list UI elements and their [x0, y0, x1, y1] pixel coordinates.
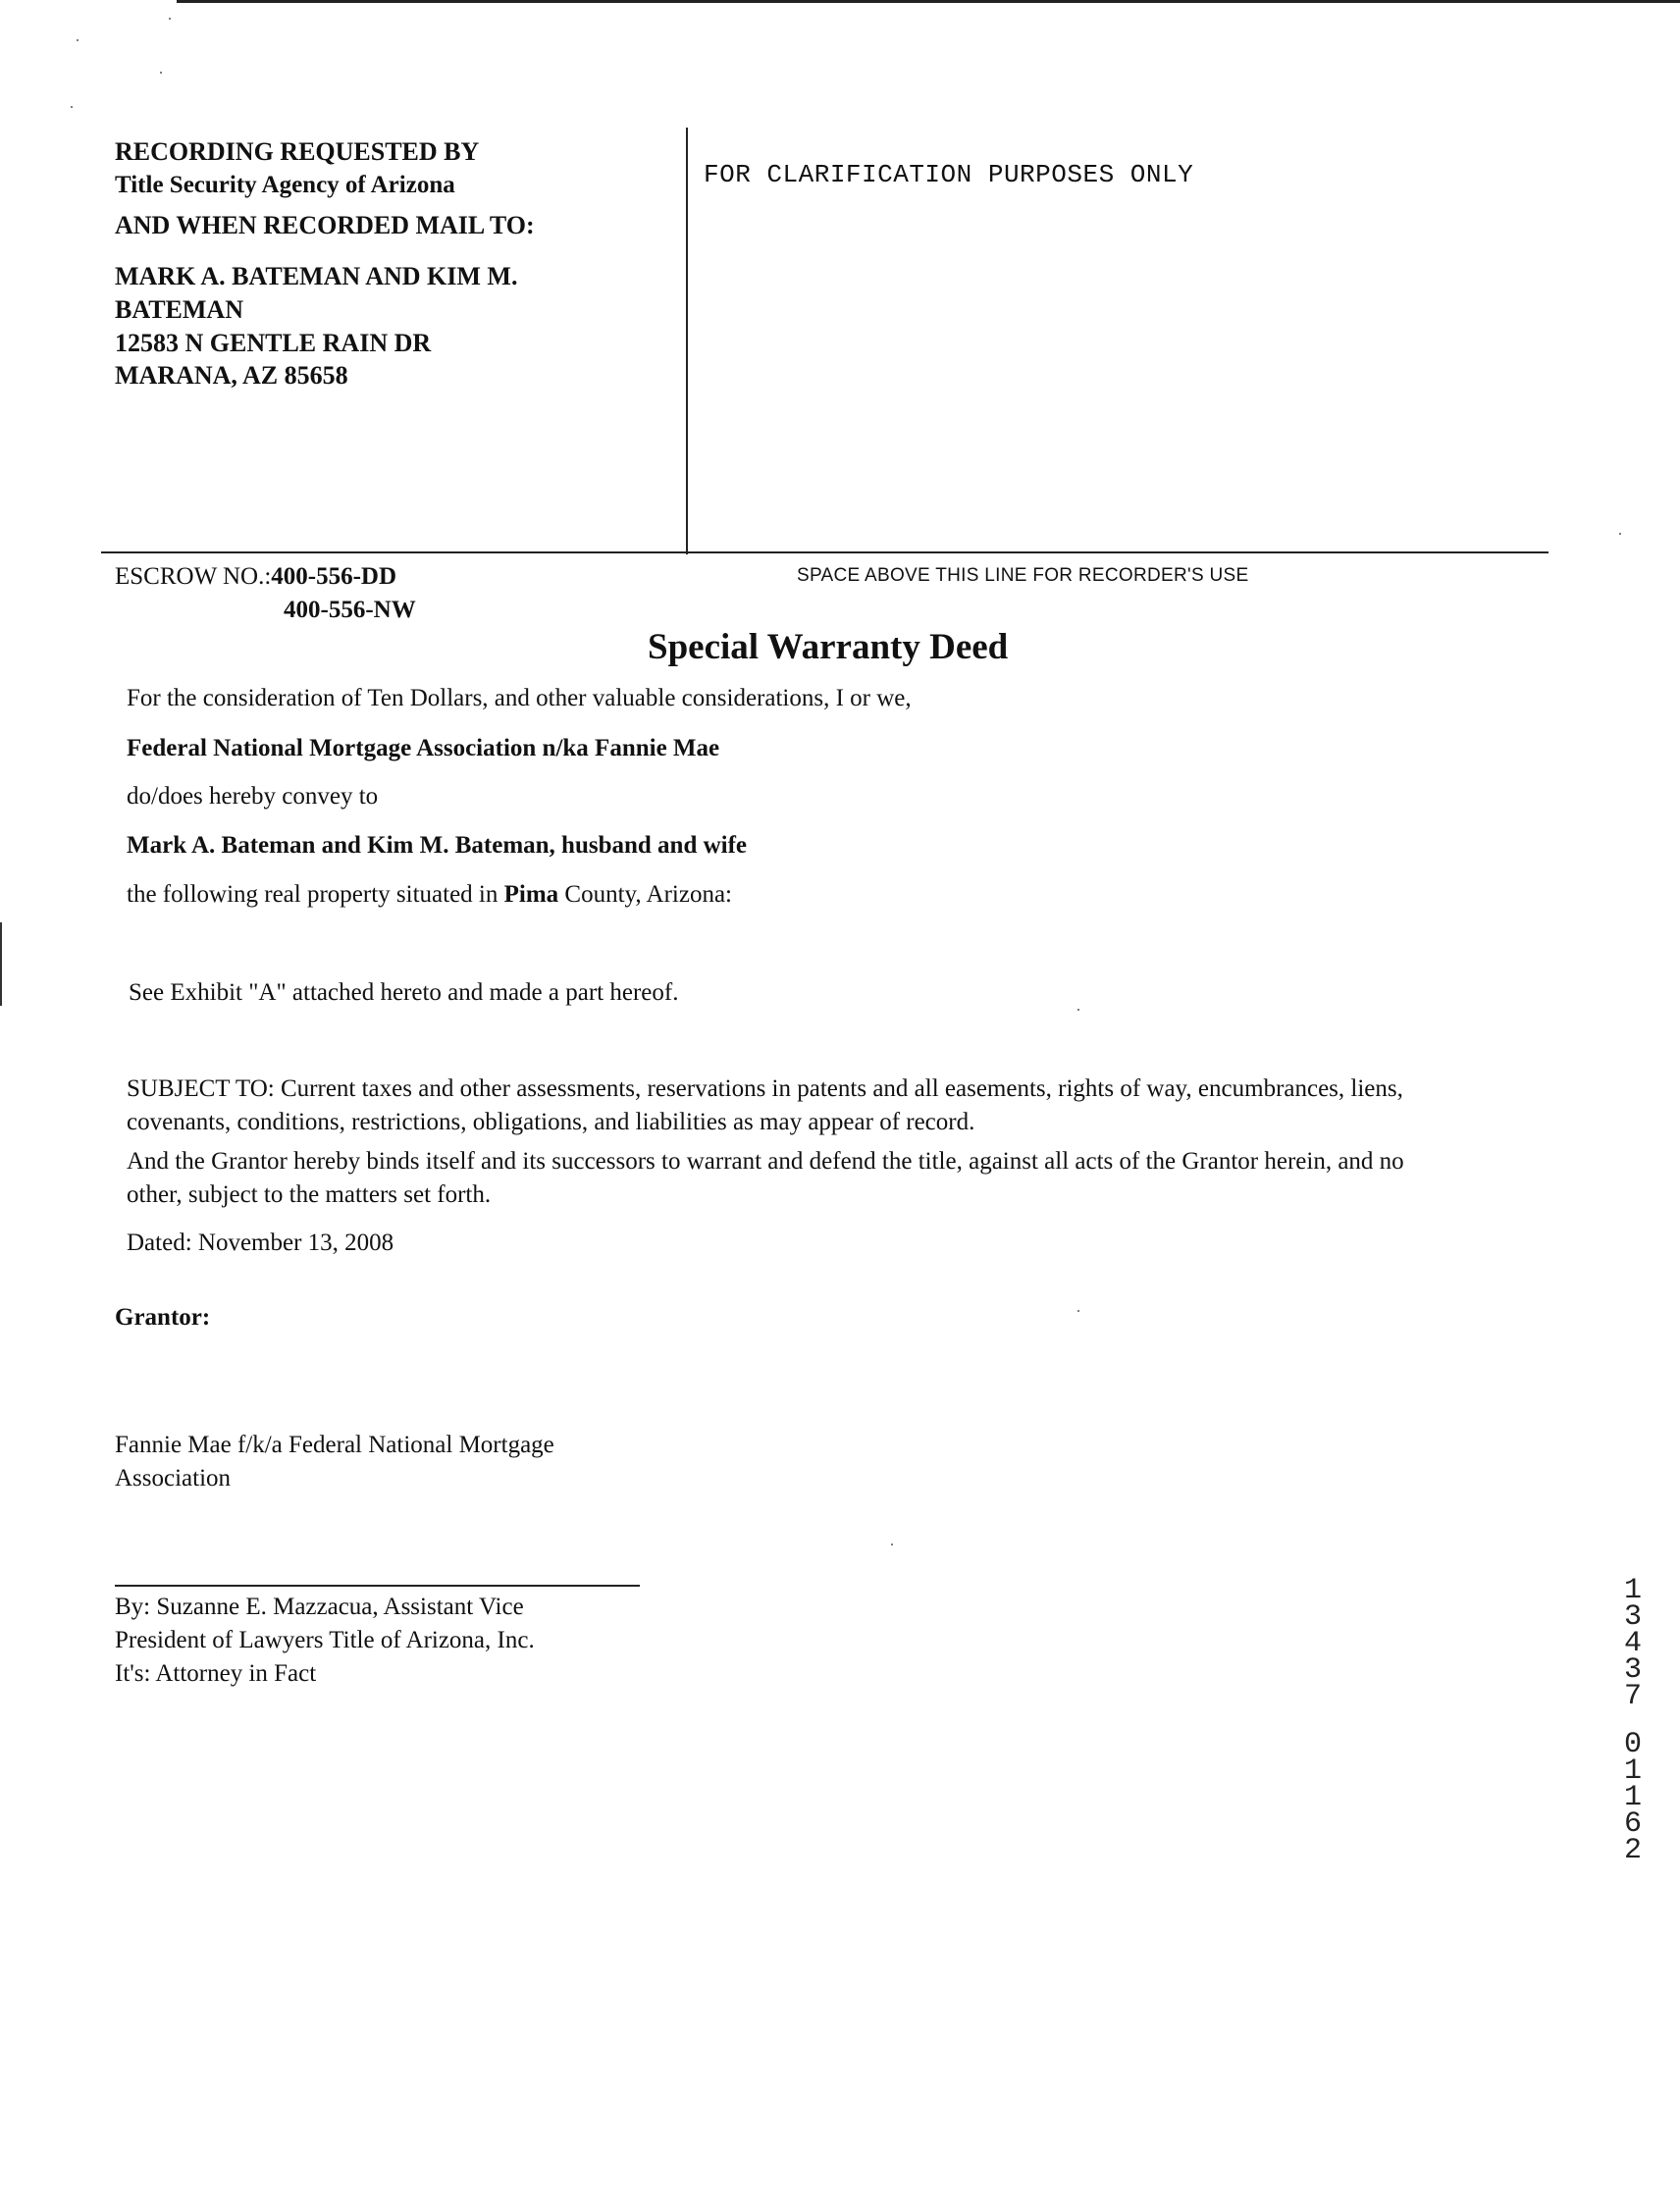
- stamp-digit: 2: [1623, 1834, 1642, 1867]
- recording-stamp-number: [1613, 1574, 1653, 1867]
- scan-speck: [160, 72, 162, 74]
- stamp-digit: 1: [1623, 1754, 1642, 1788]
- property-location: [127, 878, 732, 912]
- signer-line: President of Lawyers Title of Arizona, Inc.: [115, 1627, 535, 1653]
- escrow-number-row: [115, 560, 396, 594]
- header-divider-vertical: [686, 128, 688, 554]
- escrow-label: ESCROW NO.:: [115, 563, 272, 590]
- stamp-digit: 7: [1623, 1680, 1642, 1713]
- stamp-digit: 6: [1623, 1807, 1642, 1841]
- scan-speck: [891, 1544, 893, 1545]
- stamp-digit: 1: [1623, 1574, 1642, 1607]
- property-prefix: the following real property situated in: [127, 881, 504, 908]
- exhibit-reference: See Exhibit "A" attached hereto and made a part hereof.: [129, 979, 679, 1006]
- grantor-label: Grantor:: [115, 1304, 211, 1331]
- signature-line: [115, 1585, 640, 1587]
- mail-to-line: MARANA, AZ 85658: [115, 361, 348, 390]
- warranty-line: And the Grantor hereby binds itself and its successors to warrant and defend the title, against all acts of the Grantor herein, and no: [127, 1148, 1404, 1175]
- mail-to-label: AND WHEN RECORDED MAIL TO:: [115, 211, 535, 239]
- stamp-digit: 3: [1623, 1600, 1642, 1634]
- clarification-note: FOR CLARIFICATION PURPOSES ONLY: [704, 160, 1194, 189]
- consideration-text: For the consideration of Ten Dollars, and other valuable considerations, I or we,: [127, 685, 912, 711]
- escrow-number-secondary: 400-556-NW: [284, 597, 416, 623]
- scan-speck: [1619, 533, 1621, 535]
- mail-to-line: 12583 N GENTLE RAIN DR: [115, 329, 432, 357]
- subject-to-line: SUBJECT TO: Current taxes and other assessments, reservations in patents and all easements, rights of way, encumbrances, liens,: [127, 1075, 1403, 1102]
- grantee-name: Mark A. Bateman and Kim M. Bateman, husband and wife: [127, 832, 748, 859]
- stamp-digit: 1: [1623, 1781, 1642, 1814]
- convey-text: do/does hereby convey to: [127, 783, 379, 810]
- stamp-digit: 3: [1623, 1653, 1642, 1687]
- scan-speck: [1077, 1009, 1079, 1011]
- signer-line: By: Suzanne E. Mazzacua, Assistant Vice: [115, 1594, 524, 1620]
- stamp-digit: 4: [1623, 1627, 1642, 1660]
- mail-to-line: MARK A. BATEMAN AND KIM M.: [115, 262, 518, 290]
- scan-speck: [1077, 1310, 1079, 1312]
- recorder-use-note: SPACE ABOVE THIS LINE FOR RECORDER'S USE: [797, 565, 1249, 586]
- county-name: Pima: [503, 881, 559, 908]
- recording-requested-label: RECORDING REQUESTED BY: [115, 137, 480, 166]
- dated-line: Dated: November 13, 2008: [127, 1230, 394, 1256]
- signer-line: It's: Attorney in Fact: [115, 1660, 317, 1687]
- property-suffix: County, Arizona:: [558, 881, 733, 908]
- scan-speck: [71, 106, 73, 108]
- requested-by-name: Title Security Agency of Arizona: [115, 172, 455, 198]
- stamp-digit: 0: [1623, 1728, 1642, 1761]
- escrow-number: 400-556-DD: [271, 563, 397, 590]
- scan-edge-mark: [0, 922, 2, 1006]
- grantor-entity-line: Association: [115, 1465, 232, 1492]
- recorder-use-line: [101, 551, 1549, 553]
- scan-speck: [77, 39, 79, 41]
- mail-to-line: BATEMAN: [115, 295, 243, 324]
- deed-title: Special Warranty Deed: [648, 627, 1009, 667]
- scan-speck: [169, 18, 171, 20]
- top-border-line: [177, 0, 1680, 3]
- grantor-name: Federal National Mortgage Association n/ka Fannie Mae: [127, 735, 720, 761]
- warranty-line: other, subject to the matters set forth.: [127, 1181, 492, 1208]
- grantor-entity-line: Fannie Mae f/k/a Federal National Mortgage: [115, 1432, 554, 1458]
- subject-to-line: covenants, conditions, restrictions, obligations, and liabilities as may appear of record.: [127, 1109, 975, 1135]
